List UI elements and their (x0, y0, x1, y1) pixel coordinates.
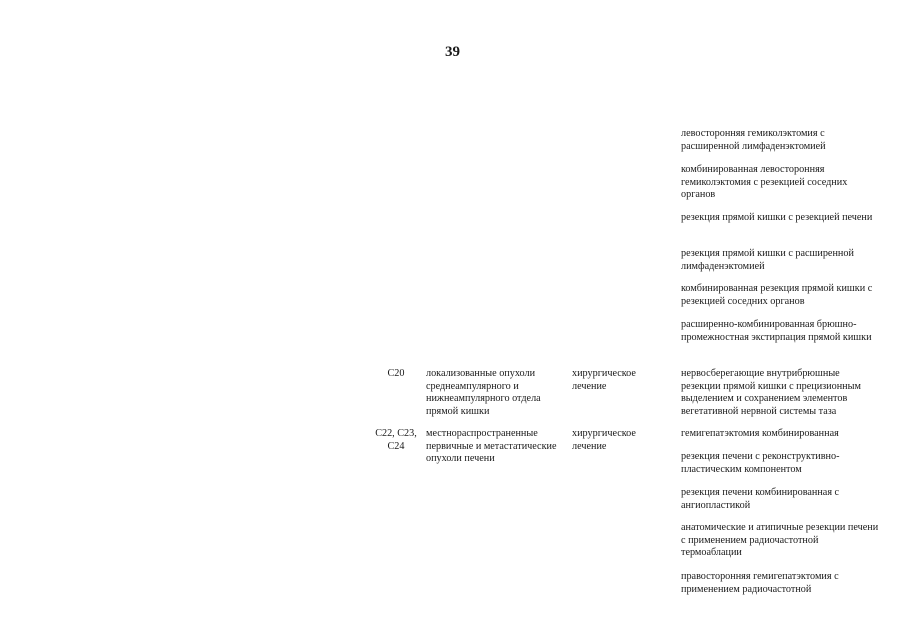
row-1-treatment: хирургическое лечение (572, 368, 636, 392)
procedure-item: нервосберегающие внутрибрюшные резекции прямой кишки с прецизионным выделением и сохранением элементов вегетативной нервной системы таза (681, 368, 861, 417)
row-1-diagnosis: локализованные опухоли среднеампулярного и нижнеампулярного отдела прямой кишки (426, 368, 541, 417)
procedure-item: комбинированная резекция прямой кишки с резекцией соседних органов (681, 283, 873, 307)
row-2-code-line-1: C22, C23, (375, 428, 417, 439)
procedure-item: расширенно-комбинированная брюшно-промежностная экстирпация прямой кишки (681, 319, 872, 343)
procedure-item: анатомические и атипичные резекции печени с применением радиочастотной термоаблации (681, 522, 879, 559)
procedure-item: резекция печени с реконструктивно-пластическим компонентом (681, 451, 840, 475)
procedure-item: резекция печени комбинированная с ангиопластикой (681, 487, 840, 511)
procedure-item: резекция прямой кишки с расширенной лимфаденэктомией (681, 248, 854, 272)
row-2-code (368, 428, 424, 453)
row-2-diagnosis: местнораспространенные первичные и метастатические опухоли печени (426, 428, 557, 465)
procedure-item: гемигепатэктомия комбинированная (681, 428, 839, 439)
row-1-code-line-1: C20 (387, 368, 405, 379)
row-2-treatment: хирургическое лечение (572, 428, 636, 452)
procedure-item: комбинированная левосторонняя гемиколэктомия с резекцией соседних органов (681, 164, 848, 201)
row-1-code (368, 368, 424, 381)
row-2-code-line-2: C24 (387, 440, 405, 452)
procedure-item: левосторонняя гемиколэктомия с расширенной лимфаденэктомией (681, 128, 826, 152)
procedure-item: правосторонняя гемигепатэктомия с применением радиочастотной (681, 571, 839, 595)
page-number: 39 (445, 44, 460, 60)
procedure-item: резекция прямой кишки с резекцией печени (681, 212, 873, 223)
